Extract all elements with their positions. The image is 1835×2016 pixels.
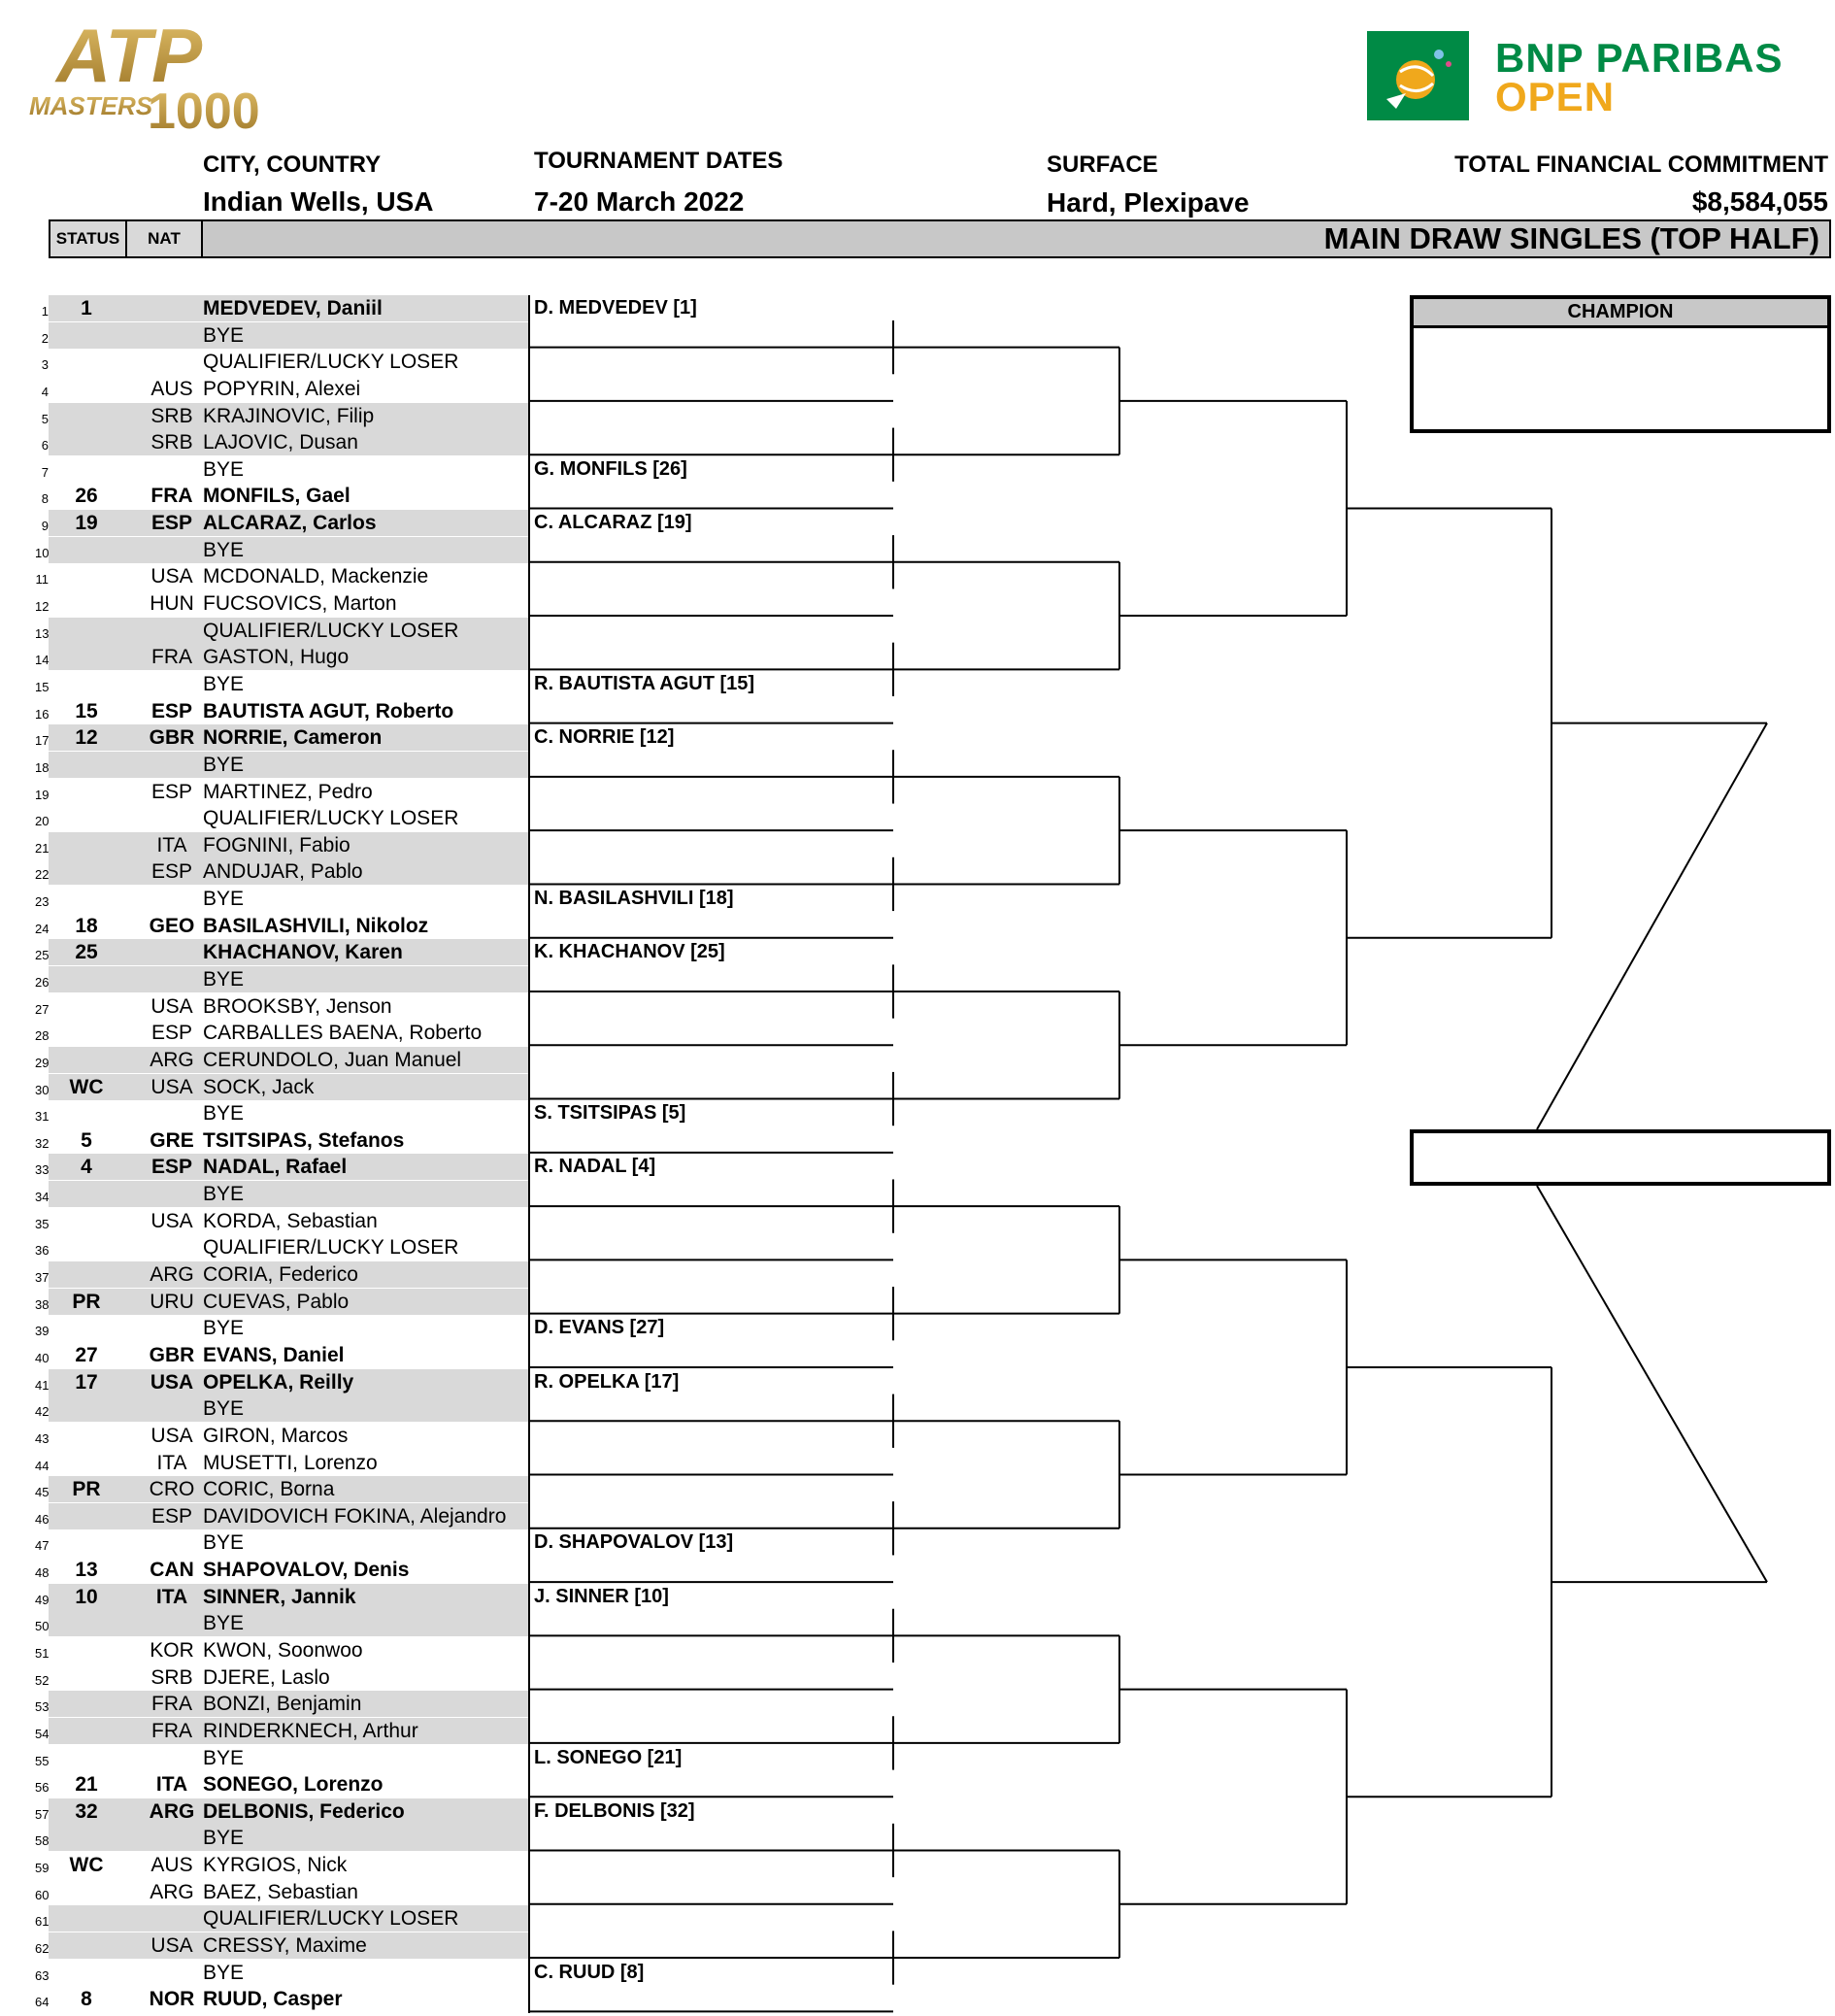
player-name: CUEVAS, Pablo [203,1290,350,1313]
commitment-label: TOTAL FINANCIAL COMMITMENT [1454,151,1828,178]
player-name: BYE [203,1102,245,1126]
draw-position: 14 [35,653,50,668]
draw-position: 37 [35,1270,50,1286]
draw-position: 13 [35,625,50,641]
player-name: MONFILS, Gael [203,485,350,508]
draw-position: 5 [41,411,49,426]
player-name: ANDUJAR, Pablo [203,860,363,884]
player-name: SOCK, Jack [203,1075,315,1098]
draw-position: 16 [35,706,50,722]
player-name: FUCSOVICS, Marton [203,592,397,616]
status: 25 [75,941,98,964]
draw-position: 42 [35,1404,50,1420]
player-name: DJERE, Laslo [203,1665,330,1689]
player-name: CARBALLES BAENA, Roberto [203,1022,483,1045]
dates-label: TOURNAMENT DATES [534,148,784,174]
final-box [1410,1129,1831,1186]
atp-letters: ATP [56,17,203,98]
champion-label: CHAMPION [1414,299,1827,328]
status: 5 [81,1128,92,1152]
draw-position: 49 [35,1592,50,1607]
status-column-header: STATUS [50,221,127,256]
player-name: QUALIFIER/LUCKY LOSER [203,1236,459,1260]
player-name: SHAPOVALOV, Denis [203,1559,410,1582]
player-name: SINNER, Jannik [203,1585,356,1608]
nationality: ARG [150,1263,194,1287]
draw-position: 48 [35,1565,50,1581]
round1-winner: C. RUUD [8] [534,1961,645,1983]
surface-label: SURFACE [1047,151,1158,178]
player-name: TSITSIPAS, Stefanos [203,1128,405,1152]
draw-position: 6 [41,438,49,454]
player-name: BASILASHVILI, Nikoloz [203,914,429,937]
draw-position: 31 [35,1109,50,1125]
player-name: ALCARAZ, Carlos [203,512,377,535]
draw-position: 2 [41,330,49,346]
player-name: KWON, Soonwoo [203,1639,363,1662]
status: 15 [75,699,98,722]
draw-position: 54 [35,1726,50,1741]
nationality: URU [150,1290,194,1313]
status: 10 [75,1585,98,1608]
nationality: ESP [150,780,193,803]
thousand-text: 1000 [148,84,260,134]
draw-position: 7 [41,464,49,480]
status: 18 [75,914,98,937]
city-label: CITY, COUNTRY [203,151,382,178]
round1-winner: N. BASILASHVILI [18] [534,888,734,910]
status: WC [69,1075,104,1098]
draw-position: 19 [35,787,50,802]
nationality: FRA [151,646,192,669]
player-name: KYRGIOS, Nick [203,1854,348,1877]
draw-position: 32 [35,1135,50,1151]
nationality: USA [150,565,193,588]
nationality: ESP [150,1156,193,1179]
nationality: GEO [149,914,195,937]
player-name: BYE [203,1612,245,1635]
player-name: KORDA, Sebastian [203,1209,378,1232]
player-name: BROOKSBY, Jenson [203,994,392,1018]
round1-winner: F. DELBONIS [32] [534,1799,695,1822]
player-name: BYE [203,323,245,347]
status: 12 [75,726,98,750]
round1-winner: C. NORRIE [12] [534,726,675,749]
player-name: CORIA, Federico [203,1263,358,1287]
draw-position: 58 [35,1833,50,1849]
draw-title: MAIN DRAW SINGLES (TOP HALF) [1323,221,1819,255]
player-name: BYE [203,457,245,481]
draw-position: 44 [35,1458,50,1473]
player-name: RUUD, Casper [203,1988,343,2011]
nationality: ESP [150,1022,193,1045]
nationality: USA [150,1075,193,1098]
status: 17 [75,1370,98,1394]
draw-position: 38 [35,1296,50,1312]
player-name: BYE [203,538,245,561]
draw-position: 9 [41,519,49,534]
nationality: ITA [156,1451,187,1474]
draw-position: 35 [35,1216,50,1231]
nationality: NOR [149,1988,195,2011]
draw-position: 27 [35,1001,50,1017]
player-name: BYE [203,1317,245,1340]
nationality: ESP [150,699,193,722]
draw-position: 50 [35,1619,50,1634]
nationality: CRO [149,1478,195,1501]
round1-winner: K. KHACHANOV [25] [534,941,725,963]
player-name: QUALIFIER/LUCKY LOSER [203,807,459,830]
draw-position: 63 [35,1967,50,1983]
nationality: USA [150,1209,193,1232]
draw-position: 51 [35,1646,50,1661]
nationality: SRB [150,1665,193,1689]
player-name: MUSETTI, Lorenzo [203,1451,378,1474]
player-name: BONZI, Benjamin [203,1693,362,1716]
player-name: KRAJINOVIC, Filip [203,404,375,427]
nationality: CAN [150,1559,194,1582]
draw-position: 15 [35,679,50,694]
nationality: ARG [150,1880,194,1903]
draw-position: 45 [35,1485,50,1500]
draw-position: 28 [35,1028,50,1044]
draw-position: 4 [41,384,49,399]
draw-position: 40 [35,1350,50,1365]
status: 1 [81,297,92,319]
status: 26 [75,485,98,508]
player-name: BAUTISTA AGUT, Roberto [203,699,454,722]
status: 21 [75,1773,98,1797]
draw-position: 41 [35,1377,50,1393]
round1-winner: R. NADAL [4] [534,1156,656,1178]
draw-position: 43 [35,1430,50,1446]
draw-position: 39 [35,1324,50,1339]
player-name: CERUNDOLO, Juan Manuel [203,1048,462,1071]
player-name: BYE [203,753,245,776]
draw-position: 60 [35,1887,50,1902]
round1-winner: D. MEDVEDEV [1] [534,297,697,319]
nationality: ARG [149,1799,195,1823]
round1-winner: J. SINNER [10] [534,1585,669,1607]
round1-winner: G. MONFILS [26] [534,457,687,480]
player-name: GIRON, Marcos [203,1424,349,1447]
player-name: GASTON, Hugo [203,646,350,669]
player-name: QUALIFIER/LUCKY LOSER [203,619,459,642]
status: 13 [75,1559,98,1582]
round1-winner: D. SHAPOVALOV [13] [534,1531,734,1554]
status: 8 [81,1988,92,2011]
draw-position: 34 [35,1190,50,1205]
player-name: RINDERKNECH, Arthur [203,1719,418,1742]
draw-position: 62 [35,1941,50,1957]
player-name: BYE [203,1531,245,1555]
player-name: BYE [203,968,245,991]
player-name: NORRIE, Cameron [203,726,383,750]
draw-position: 18 [35,759,50,775]
player-name: BYE [203,1746,245,1769]
draw-position: 21 [35,840,50,856]
nationality: FRA [150,485,193,508]
player-name: BYE [203,888,245,911]
player-name: FOGNINI, Fabio [203,833,350,857]
nationality: AUS [150,377,193,400]
nationality: ITA [156,833,187,857]
draw-position: 25 [35,948,50,963]
player-name: BYE [203,1827,245,1850]
nationality: FRA [151,1719,192,1742]
masters-text: MASTERS [29,91,153,120]
draw-position: 29 [35,1055,50,1070]
draw-position: 11 [35,572,49,588]
city-value: Indian Wells, USA [203,186,434,217]
player-name: QUALIFIER/LUCKY LOSER [203,1907,459,1931]
bracket-line [1537,1186,1767,1582]
nationality: ESP [150,1504,193,1528]
draw-position: 56 [35,1780,50,1796]
draw-position: 57 [35,1806,50,1822]
player-name: MCDONALD, Mackenzie [203,565,429,588]
commitment-value: $8,584,055 [1691,186,1828,217]
round1-winner: C. ALCARAZ [19] [534,512,692,534]
player-name: DELBONIS, Federico [203,1799,405,1823]
player-name: NADAL, Rafael [203,1156,348,1179]
draw-position: 33 [35,1162,50,1178]
player-name: OPELKA, Reilly [203,1370,354,1394]
draw-position: 55 [35,1753,50,1768]
nationality: FRA [151,1693,192,1716]
status: 27 [75,1343,98,1366]
draw-position: 24 [35,921,50,936]
round1-winner: R. BAUTISTA AGUT [15] [534,672,755,694]
player-name: DAVIDOVICH FOKINA, Alejandro [203,1504,507,1528]
nationality: ITA [155,1773,188,1797]
round1-winner: R. OPELKA [17] [534,1370,680,1393]
player-name: MARTINEZ, Pedro [203,780,373,803]
status: WC [69,1854,104,1877]
nationality: GBR [149,1343,195,1366]
nat-column-header: NAT [127,221,203,256]
nationality: GBR [149,726,195,750]
player-name: QUALIFIER/LUCKY LOSER [203,351,459,374]
player-name: EVANS, Daniel [203,1343,345,1366]
nationality: USA [150,994,193,1018]
draw-position: 53 [35,1699,50,1715]
nationality: ESP [150,860,193,884]
player-name: BAEZ, Sebastian [203,1880,358,1903]
status: 19 [75,512,98,535]
player-name: BYE [203,672,245,695]
sponsor-line-1: BNP PARIBAS [1495,35,1784,81]
nationality: ARG [150,1048,194,1071]
draw-position: 12 [35,599,50,615]
surface-value: Hard, Plexipave [1047,187,1250,218]
player-name: CORIC, Borna [203,1478,335,1501]
player-name: MEDVEDEV, Daniil [203,297,383,319]
draw-position: 30 [35,1082,50,1097]
draw-position: 26 [35,975,50,990]
player-name: LAJOVIC, Dusan [203,431,358,454]
nationality: GRE [150,1128,194,1152]
nationality: ESP [150,512,193,535]
player-name: CRESSY, Maxime [203,1934,367,1958]
draw-position: 22 [35,867,50,883]
draw-position: 23 [35,894,50,910]
draw-position: 3 [41,357,49,373]
nationality: SRB [150,404,193,427]
nationality: ITA [155,1585,188,1608]
draw-position: 17 [35,733,50,749]
nationality: KOR [150,1639,194,1662]
bracket-line [1537,723,1767,1129]
player-name: KHACHANOV, Karen [203,941,403,964]
nationality: USA [150,1424,193,1447]
round1-winner: L. SONEGO [21] [534,1746,683,1768]
round1-winner: D. EVANS [27] [534,1317,665,1339]
draw-position: 64 [35,1995,50,2010]
draw-position: 1 [41,304,49,319]
draw-position: 59 [35,1861,50,1876]
player-name: BYE [203,1183,245,1206]
status: PR [72,1478,101,1501]
draw-position: 61 [35,1914,50,1930]
status: 32 [75,1799,98,1823]
status: 4 [81,1156,92,1179]
nationality: HUN [150,592,194,616]
draw-position: 52 [35,1672,50,1688]
nationality: SRB [150,431,193,454]
draw-position: 8 [41,491,49,507]
player-name: SONEGO, Lorenzo [203,1773,384,1797]
draw-position: 46 [35,1511,50,1527]
nationality: USA [150,1370,194,1394]
dates-value: 7-20 March 2022 [534,186,745,217]
round1-winner: S. TSITSIPAS [5] [534,1102,686,1125]
draw-position: 10 [35,545,50,560]
status: PR [72,1290,101,1313]
nationality: USA [150,1934,193,1958]
draw-position: 47 [35,1538,50,1554]
player-name: POPYRIN, Alexei [203,377,361,400]
player-name: BYE [203,1961,245,1984]
nationality: AUS [150,1854,193,1877]
player-name: BYE [203,1397,245,1421]
champion-box [1410,295,1831,433]
draw-position: 36 [35,1243,50,1259]
sponsor-line-2: OPEN [1495,74,1616,119]
draw-position: 20 [35,814,50,829]
